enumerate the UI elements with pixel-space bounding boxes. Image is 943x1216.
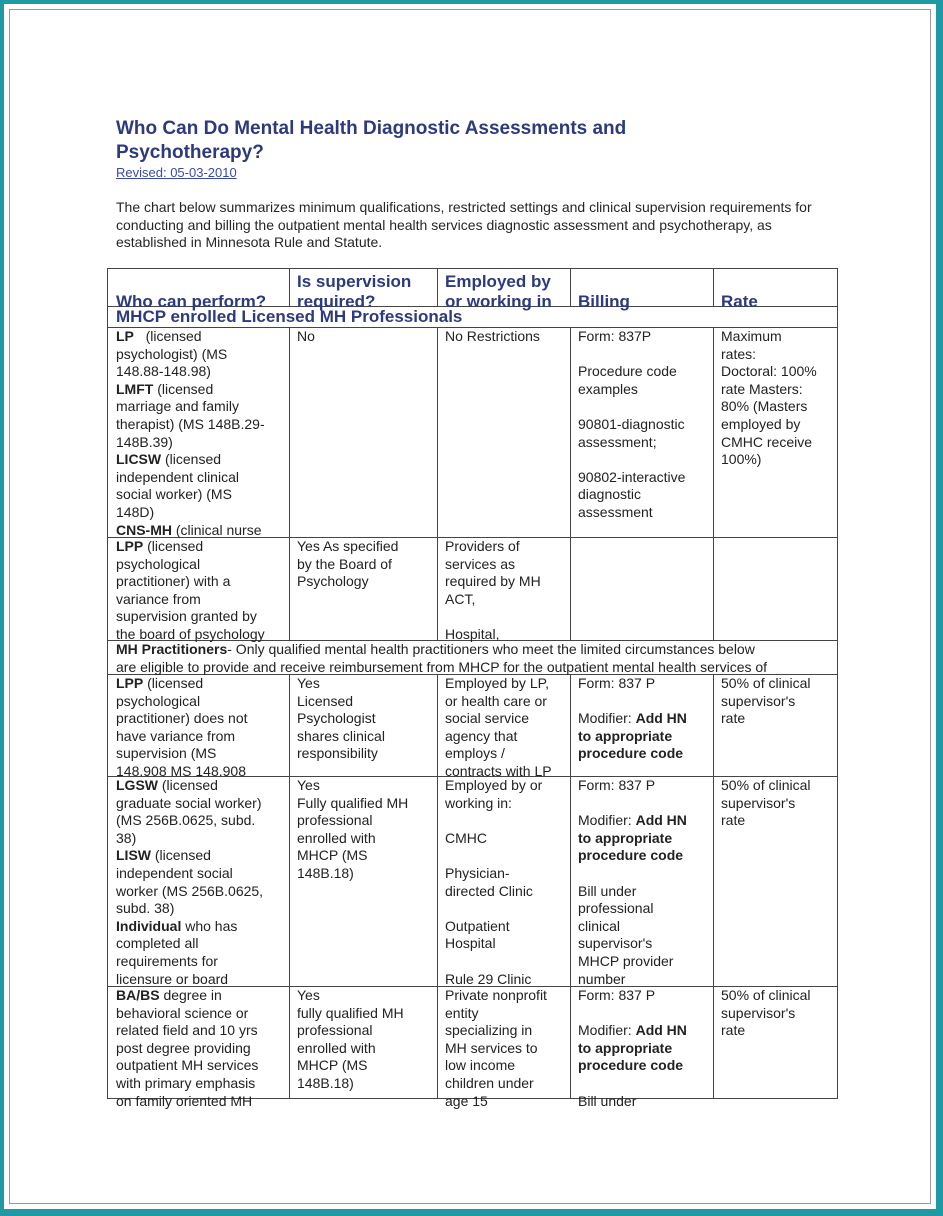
text: independent clinical (116, 468, 239, 485)
text: procedure code (578, 847, 684, 864)
text: Modifier: (578, 710, 632, 727)
row5-billing (578, 987, 712, 1109)
text: assessment (578, 503, 653, 520)
text: post degree providing (116, 1039, 251, 1056)
intro-paragraph: The chart below summarizes minimum qualifications, restricted settings and clinical supervision requirements for conducting and billing the outpatient mental health services diagnostic assessment and psychotherapy, as established in Minnesota Rule and Statute. (116, 199, 812, 250)
text: agency that (445, 727, 518, 744)
row5-who (116, 987, 288, 1109)
lpp-term: LPP (116, 675, 144, 691)
cns-term: CNS-MH (116, 521, 172, 538)
row3-billing (578, 675, 712, 776)
text: children under (445, 1074, 534, 1091)
text: practitioner) with a (116, 573, 231, 590)
ba-bs-term: BA/BS (116, 987, 160, 1003)
table-divider (570, 269, 571, 306)
text: MHCP (MS (297, 1057, 368, 1074)
mh-practitioners-term: MH Practitioners (116, 641, 228, 657)
text: - Only qualified mental health practitioners who meet the limited circumstances below (227, 641, 755, 657)
text: (licensed (145, 328, 202, 344)
text: 90802-interactive (578, 468, 686, 485)
row4-supervision (297, 777, 435, 986)
row1-supervision (297, 328, 435, 537)
text: Form: 837 P (578, 777, 656, 793)
text: supervisor's (721, 1004, 796, 1021)
licsw-term: LICSW (116, 451, 162, 468)
text: supervisor's (721, 692, 796, 709)
header-rate-label: Rate (721, 292, 758, 311)
text: behavioral science or (116, 1004, 249, 1021)
text: 148B.39) (116, 433, 173, 450)
header-billing-label: Billing (578, 292, 630, 311)
row1-employed (445, 328, 569, 537)
text: clinical (578, 917, 621, 934)
text: Yes (297, 987, 320, 1003)
text: have variance from (116, 727, 236, 744)
text: subd. 38) (116, 900, 175, 917)
text: 148B.18) (297, 1074, 354, 1091)
text: Bill under (578, 1092, 637, 1109)
text: 148B.18) (297, 864, 354, 881)
text: psychologist) (MS (116, 345, 228, 362)
text: are eligible to provide and receive reimbursement from MHCP for the outpatient mental health services of (116, 658, 768, 675)
text: to appropriate (578, 727, 673, 744)
text: (licensed (147, 675, 204, 691)
text: Rule 29 Clinic (445, 970, 532, 987)
row3-supervision (297, 675, 435, 776)
text: shares clinical (297, 727, 385, 744)
row4-rate (721, 777, 834, 986)
text: Psychology (297, 573, 369, 590)
lpp-term: LPP (116, 538, 144, 554)
text: Yes As specified (297, 538, 399, 554)
text: responsibility (297, 745, 378, 762)
text: Form: 837P (578, 328, 652, 344)
text: rate (721, 812, 746, 829)
lgsw-term: LGSW (116, 777, 158, 793)
row4-billing (578, 777, 712, 986)
text: variance from (116, 590, 201, 607)
text: completed all (116, 935, 199, 952)
text: low income (445, 1057, 516, 1074)
table-divider (437, 327, 438, 640)
text: (licensed (157, 380, 214, 397)
text: by the Board of (297, 555, 392, 572)
text: rate Masters: (721, 380, 803, 397)
table-divider (713, 327, 714, 640)
text: working in: (445, 794, 512, 811)
text: Licensed (297, 692, 354, 709)
section-licensed-professionals: MHCP enrolled Licensed MH Professionals (116, 307, 463, 326)
text: professional (297, 1022, 373, 1039)
table-divider (437, 674, 438, 1099)
text: professional (297, 812, 373, 829)
text: 50% of clinical (721, 675, 811, 691)
row1-who (116, 328, 288, 537)
table-divider (570, 674, 571, 1099)
text: specializing in (445, 1022, 533, 1039)
text: to appropriate (578, 1039, 673, 1056)
text: licensure or board (116, 970, 229, 987)
text: Add HN (635, 812, 687, 829)
header-billing (578, 269, 708, 311)
text: graduate social worker) (116, 794, 262, 811)
header-who (116, 269, 286, 311)
text: contracts with LP (445, 762, 552, 779)
text: Hospital, (445, 625, 500, 642)
text: examples (578, 380, 638, 397)
text: 38) (116, 829, 137, 846)
text: No (297, 328, 315, 344)
text: MHCP (MS (297, 847, 368, 864)
text: 148D) (116, 503, 155, 520)
row3-employed (445, 675, 569, 779)
text: ACT, (445, 590, 476, 607)
text: Outpatient (445, 917, 510, 934)
text: Yes (297, 777, 320, 793)
text: (licensed (147, 538, 204, 554)
revised-date-link[interactable]: Revised: 05-03-2010 (116, 165, 237, 180)
row5-supervision (297, 987, 435, 1098)
text: 80% (Masters (721, 398, 808, 415)
text: Private nonprofit (445, 987, 547, 1003)
header-rate (721, 269, 831, 311)
text: rate (721, 1022, 746, 1039)
header-supervision: Is supervision required? (297, 272, 412, 311)
row2-who (116, 538, 288, 640)
lp-term: LP (116, 328, 134, 344)
individual-term: Individual (116, 917, 182, 934)
text: rates: (721, 345, 757, 362)
text: required by MH (445, 573, 541, 590)
text: procedure code (578, 745, 684, 762)
row4-who (116, 777, 288, 986)
row3-rate (721, 675, 834, 776)
text: 50% of clinical (721, 987, 811, 1003)
text: Employed by LP, (445, 675, 550, 691)
row2-supervision (297, 538, 435, 640)
text: 90801-diagnostic (578, 415, 685, 432)
text: services as (445, 555, 516, 572)
text: (licensed (161, 777, 218, 793)
text: degree in (163, 987, 222, 1003)
lisw-term: LISW (116, 847, 151, 864)
text: Add HN (635, 1022, 687, 1039)
text: (clinical nurse (175, 521, 262, 538)
table-divider (713, 674, 714, 1099)
text: supervisor's (721, 794, 796, 811)
qualifications-table (107, 268, 838, 1109)
text: Maximum (721, 328, 782, 344)
text: (MS 256B.0625, subd. (116, 812, 256, 829)
text: supervisor's (578, 935, 653, 952)
text: procedure code (578, 1057, 684, 1074)
text: the board of psychology (116, 625, 265, 642)
text: requirements for (116, 952, 218, 969)
text: diagnostic (578, 486, 642, 503)
text: Employed by or (445, 777, 543, 793)
text: fully qualified MH (297, 1004, 404, 1021)
text: practitioner) does not (116, 710, 248, 727)
text: Add HN (635, 710, 687, 727)
text: Modifier: (578, 1022, 632, 1039)
text: who has (185, 917, 238, 934)
text: directed Clinic (445, 882, 533, 899)
text: 148.908 MS 148.908 (116, 762, 246, 779)
text: Providers of (445, 538, 520, 554)
text: employed by (721, 415, 801, 432)
row5-rate (721, 987, 834, 1098)
text: No Restrictions (445, 328, 540, 344)
text: number (578, 970, 626, 987)
row4-employed (445, 777, 569, 986)
text: Psychologist (297, 710, 376, 727)
text: Hospital (445, 935, 496, 952)
row2-employed (445, 538, 569, 640)
text: worker (MS 256B.0625, (116, 882, 264, 899)
text: professional (578, 900, 654, 917)
text: psychological (116, 555, 201, 572)
section-mh-practitioners (116, 641, 834, 674)
text: 148.88-148.98) (116, 363, 211, 380)
page-title: Who Can Do Mental Health Diagnostic Assessments and Psychotherapy? (116, 118, 627, 163)
text: MHCP provider (578, 952, 674, 969)
text: supervision granted by (116, 608, 257, 625)
text: outpatient MH services (116, 1057, 259, 1074)
text: social service (445, 710, 530, 727)
text: entity (445, 1004, 479, 1021)
text: independent social (116, 864, 233, 881)
text: Procedure code (578, 363, 677, 380)
text: supervision (MS (116, 745, 217, 762)
text: Doctoral: 100% (721, 363, 817, 380)
text: enrolled with (297, 829, 376, 846)
text: therapist) (MS 148B.29- (116, 415, 265, 432)
row1-billing (578, 328, 712, 537)
table-divider (289, 674, 290, 1099)
table-divider (437, 269, 438, 306)
text: with primary emphasis (116, 1074, 256, 1091)
text: CMHC (445, 829, 487, 846)
row3-who (116, 675, 288, 779)
table-divider (289, 327, 290, 640)
text: Bill under (578, 882, 637, 899)
header-who-label: Who can perform? (116, 292, 267, 311)
row1-rate (721, 328, 834, 537)
text: psychological (116, 692, 201, 709)
row5-employed (445, 987, 569, 1109)
header-employed: Employed by or working in (445, 272, 552, 311)
text: on family oriented MH (116, 1092, 253, 1109)
text: 50% of clinical (721, 777, 811, 793)
table-divider (570, 327, 571, 640)
text: age 15 (445, 1092, 488, 1109)
text: (licensed (165, 451, 222, 468)
text: Form: 837 P (578, 675, 656, 691)
text: assessment; (578, 433, 657, 450)
text: CMHC receive (721, 433, 813, 450)
text: marriage and family (116, 398, 239, 415)
text: 100%) (721, 451, 762, 468)
lmft-term: LMFT (116, 380, 154, 397)
text: Modifier: (578, 812, 632, 829)
text: to appropriate (578, 829, 673, 846)
text: or health care or (445, 692, 547, 709)
text: (licensed (154, 847, 211, 864)
text: rate (721, 710, 746, 727)
text: Yes (297, 675, 320, 691)
text: Form: 837 P (578, 987, 656, 1003)
text: related field and 10 yrs (116, 1022, 258, 1039)
text: social worker) (MS (116, 486, 232, 503)
table-divider (289, 269, 290, 306)
table-divider (713, 269, 714, 306)
text: Fully qualified MH (297, 794, 409, 811)
text: Physician- (445, 864, 510, 881)
text: enrolled with (297, 1039, 376, 1056)
text: employs / (445, 745, 505, 762)
text: MH services to (445, 1039, 538, 1056)
